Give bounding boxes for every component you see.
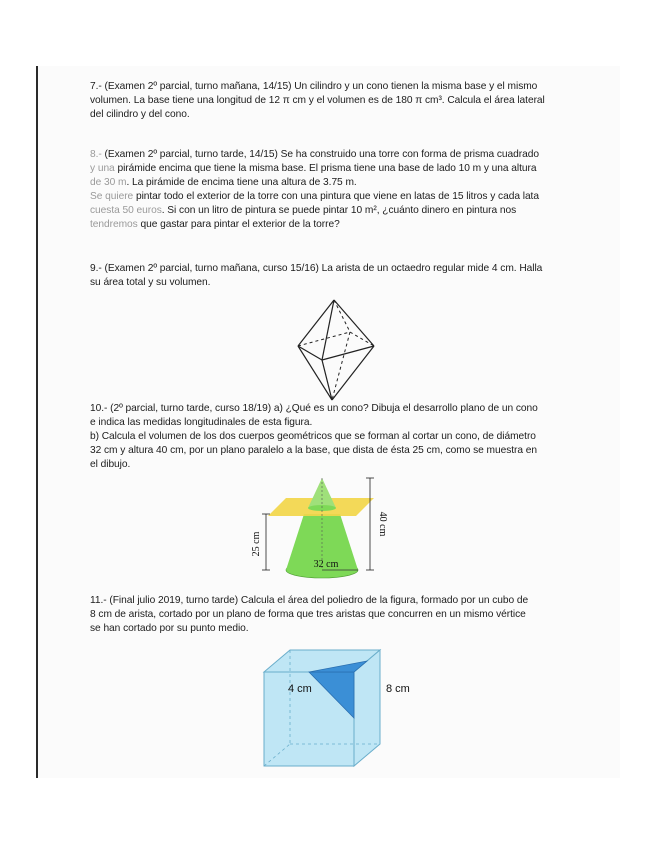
exercise-9-line: su área total y su volumen. bbox=[90, 277, 211, 288]
exercise-11-line: 11.- (Final julio 2019, turno tarde) Calcula el área del poliedro de la figura, formado por un cubo de bbox=[90, 595, 529, 606]
faded-text: cuesta 50 euros bbox=[90, 205, 162, 216]
cube-figure bbox=[250, 644, 420, 772]
scan-shadow-edge bbox=[36, 66, 38, 778]
exercise-8-line: cuesta 50 euros. Si con un litro de pintura se puede pintar 10 m², ¿cuánto dinero en pintura nos bbox=[90, 205, 517, 216]
exercise-11-line: se han cortado por su punto medio. bbox=[90, 623, 249, 634]
octahedron-hidden-edge bbox=[332, 332, 350, 400]
faded-text: de 30 m bbox=[90, 177, 127, 188]
cone-diameter-label: 32 cm bbox=[313, 559, 339, 570]
exercise-8-line: y una pirámide encima que tiene la misma base. El prisma tiene una base de lado 10 m y una altura bbox=[90, 163, 537, 174]
exercise-10 bbox=[90, 402, 568, 472]
exercise-8-line: Se quiere pintar todo el exterior de la torre con una pintura que viene en latas de 15 litros y cada lata bbox=[90, 191, 539, 202]
octahedron-edge bbox=[332, 346, 374, 400]
octahedron-edge bbox=[298, 300, 334, 346]
exercise-10-line: 32 cm y altura 40 cm, por un plano paralelo a la base, que dista de ésta 25 cm, como se muestra en bbox=[90, 445, 537, 456]
octahedron-edge bbox=[298, 346, 332, 400]
exercise-8-line: 8.- (Examen 2º parcial, turno tarde, 14/15) Se ha construido una torre con forma de prisma cuadrado bbox=[90, 149, 539, 160]
octahedron-hidden-edge bbox=[298, 332, 350, 346]
faded-text: Se quiere bbox=[90, 191, 136, 202]
octahedron-edge bbox=[322, 360, 332, 400]
exercise-8 bbox=[90, 148, 568, 232]
cone-cut-label: 25 cm bbox=[251, 531, 262, 557]
exercise-11 bbox=[90, 594, 568, 636]
octahedron-figure bbox=[288, 296, 384, 406]
octahedron-edge bbox=[334, 300, 374, 346]
cone-height-label: 40 cm bbox=[377, 511, 388, 537]
faded-text: tendremos bbox=[90, 219, 138, 230]
exercise-7 bbox=[90, 80, 568, 122]
exercise-9 bbox=[90, 262, 568, 290]
cube-edge-label: 8 cm bbox=[386, 683, 410, 695]
exercise-10-line: b) Calcula el volumen de los dos cuerpos geométricos que se forman al cortar un cono, de diámetro bbox=[90, 431, 536, 442]
cone-figure bbox=[246, 472, 396, 584]
exercise-7-line: volumen. La base tiene una longitud de 12 π cm y el volumen es de 180 π cm³. Calcula el área lateral bbox=[90, 95, 545, 106]
faded-text: 8.- bbox=[90, 149, 105, 160]
octahedron-hidden-edge bbox=[350, 332, 374, 346]
exercise-8-line: tendremos que gastar para pintar el exterior de la torre? bbox=[90, 219, 340, 230]
exercise-11-line: 8 cm de arista, cortado por un plano de forma que tres aristas que concurren en un mismo vértice bbox=[90, 609, 526, 620]
exercise-10-line: e indica las medidas longitudinales de esta figura. bbox=[90, 417, 313, 428]
exercise-9-line: 9.- (Examen 2º parcial, turno mañana, curso 15/16) La arista de un octaedro regular mide 4 cm. Halla bbox=[90, 263, 543, 274]
exercise-10-line: el dibujo. bbox=[90, 459, 131, 470]
octahedron-edge bbox=[322, 346, 374, 360]
octahedron-edge bbox=[298, 346, 322, 360]
exercise-7-line: del cilindro y del cono. bbox=[90, 109, 190, 120]
exercise-10-line: 10.- (2º parcial, turno tarde, curso 18/19) a) ¿Qué es un cono? Dibuja el desarrollo plano de un cono bbox=[90, 403, 538, 414]
faded-text: y una bbox=[90, 163, 118, 174]
cube-cut-label: 4 cm bbox=[288, 683, 312, 695]
exercise-7-line: 7.- (Examen 2º parcial, turno mañana, 14/15) Un cilindro y un cono tienen la misma base y el mismo bbox=[90, 81, 538, 92]
octahedron-edge bbox=[322, 300, 334, 360]
exercise-8-line: de 30 m. La pirámide de encima tiene una altura de 3.75 m. bbox=[90, 177, 357, 188]
